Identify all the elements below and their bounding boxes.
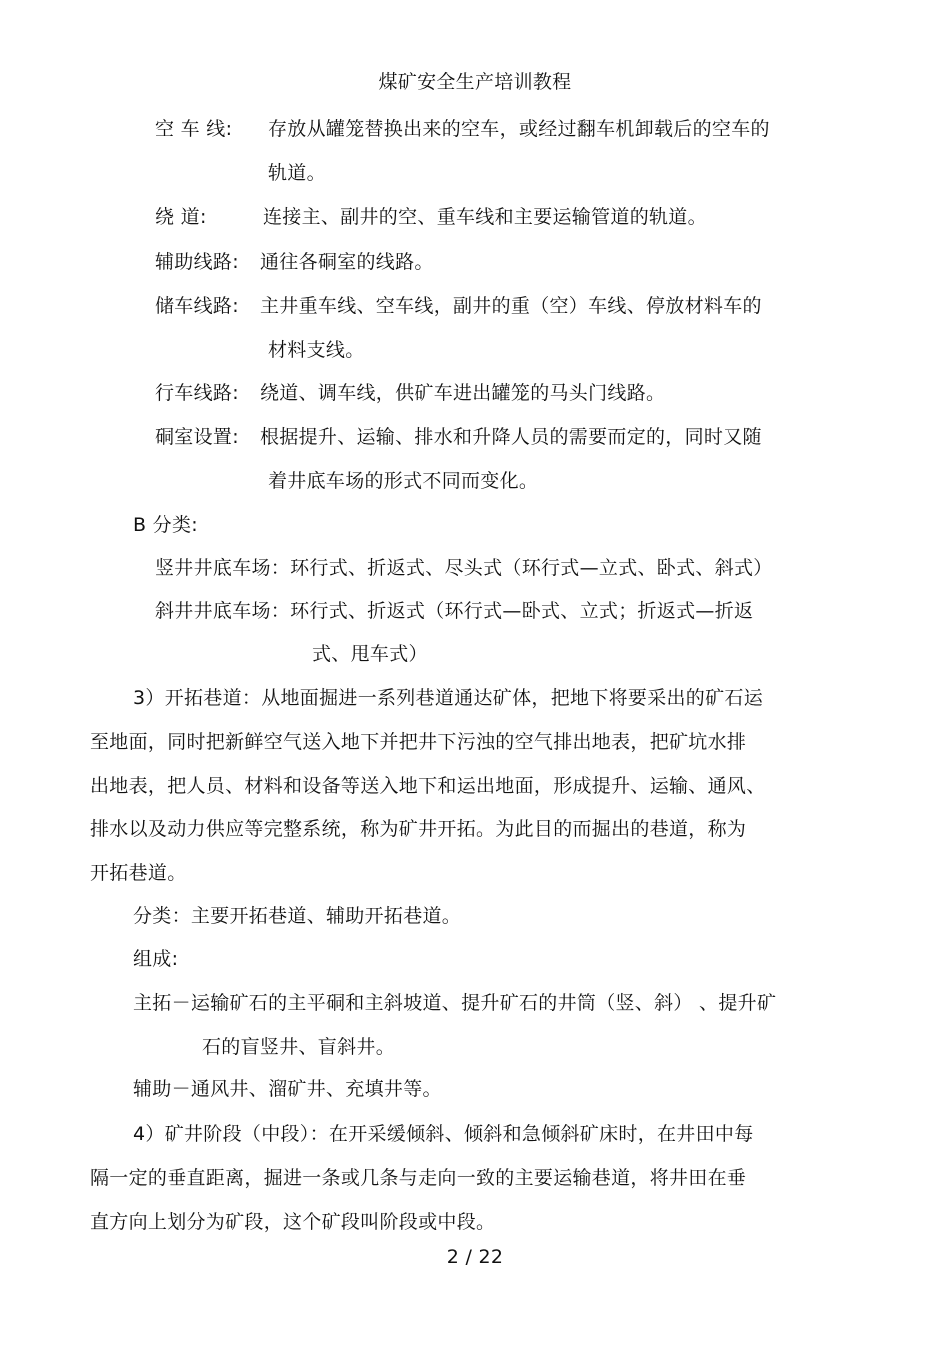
shaft-station-types: 竖井井底车场：环行式、折返式、尽头式（环行式—立式、卧式、斜式） xyxy=(155,557,773,579)
term-label-auxiliary-line: 辅助线路: xyxy=(155,251,239,273)
term-text-bypass: 连接主、副井的空、重车线和主要运输管道的轨道。 xyxy=(263,206,707,228)
section3-classify: 分类：主要开拓巷道、辅助开拓巷道。 xyxy=(133,905,462,927)
section3-auxiliary-development: 辅助－通风井、溜矿井、充填井等。 xyxy=(133,1078,442,1100)
classification-heading: B 分类: xyxy=(133,514,198,536)
incline-station-types-cont: 式、甩车式） xyxy=(312,643,428,665)
term-text-empty-car-line: 存放从罐笼替换出来的空车，或经过翻车机卸载后的空车的 xyxy=(268,118,770,140)
term-text-chamber-setup: 根据提升、运输、排水和升降人员的需要而定的，同时又随 xyxy=(260,426,762,448)
section3-paragraph-line: 排水以及动力供应等完整系统，称为矿井开拓。为此目的而掘出的巷道，称为 xyxy=(90,818,747,840)
section4-paragraph-line: 直方向上划分为矿段，这个矿段叫阶段或中段。 xyxy=(90,1211,496,1233)
page-number: 2 / 22 xyxy=(446,1246,504,1268)
term-text-chamber-setup-cont: 着井底车场的形式不同而变化。 xyxy=(268,470,539,492)
section3-paragraph-line: 出地表，把人员、材料和设备等送入地下和运出地面，形成提升、运输、通风、 xyxy=(90,775,766,797)
section3-paragraph-line: 开拓巷道。 xyxy=(90,862,187,884)
section3-paragraph-line: 3）开拓巷道：从地面掘进一系列巷道通达矿体，把地下将要采出的矿石运 xyxy=(133,687,763,709)
term-text-travel-line: 绕道、调车线，供矿车进出罐笼的马头门线路。 xyxy=(260,382,666,404)
section3-paragraph-line: 至地面，同时把新鲜空气送入地下并把井下污浊的空气排出地表，把矿坑水排 xyxy=(90,731,747,753)
term-text-empty-car-line-cont: 轨道。 xyxy=(268,162,326,184)
term-label-bypass: 绕 道: xyxy=(155,206,207,228)
section3-main-development: 主拓－运输矿石的主平硐和主斜坡道、提升矿石的井筒（竖、斜） 、提升矿 xyxy=(133,992,777,1014)
section3-compose-heading: 组成: xyxy=(133,948,179,970)
term-label-storage-line: 储车线路: xyxy=(155,295,239,317)
incline-station-types: 斜井井底车场：环行式、折返式（环行式—卧式、立式；折返式—折返 xyxy=(155,600,754,622)
section4-paragraph-line: 4）矿井阶段（中段）：在开采缓倾斜、倾斜和急倾斜矿床时，在井田中每 xyxy=(133,1123,754,1145)
term-label-chamber-setup: 硐室设置: xyxy=(155,426,239,448)
term-text-storage-line: 主井重车线、空车线，副井的重（空）车线、停放材料车的 xyxy=(260,295,762,317)
page-title: 煤矿安全生产培训教程 xyxy=(378,71,572,93)
term-label-empty-car-line: 空 车 线: xyxy=(155,118,233,140)
section3-main-development-cont: 石的盲竖井、盲斜井。 xyxy=(202,1036,396,1058)
section4-paragraph-line: 隔一定的垂直距离，掘进一条或几条与走向一致的主要运输巷道，将井田在垂 xyxy=(90,1167,747,1189)
term-label-travel-line: 行车线路: xyxy=(155,382,239,404)
term-text-storage-line-cont: 材料支线。 xyxy=(268,339,365,361)
term-text-auxiliary-line: 通往各硐室的线路。 xyxy=(260,251,434,273)
